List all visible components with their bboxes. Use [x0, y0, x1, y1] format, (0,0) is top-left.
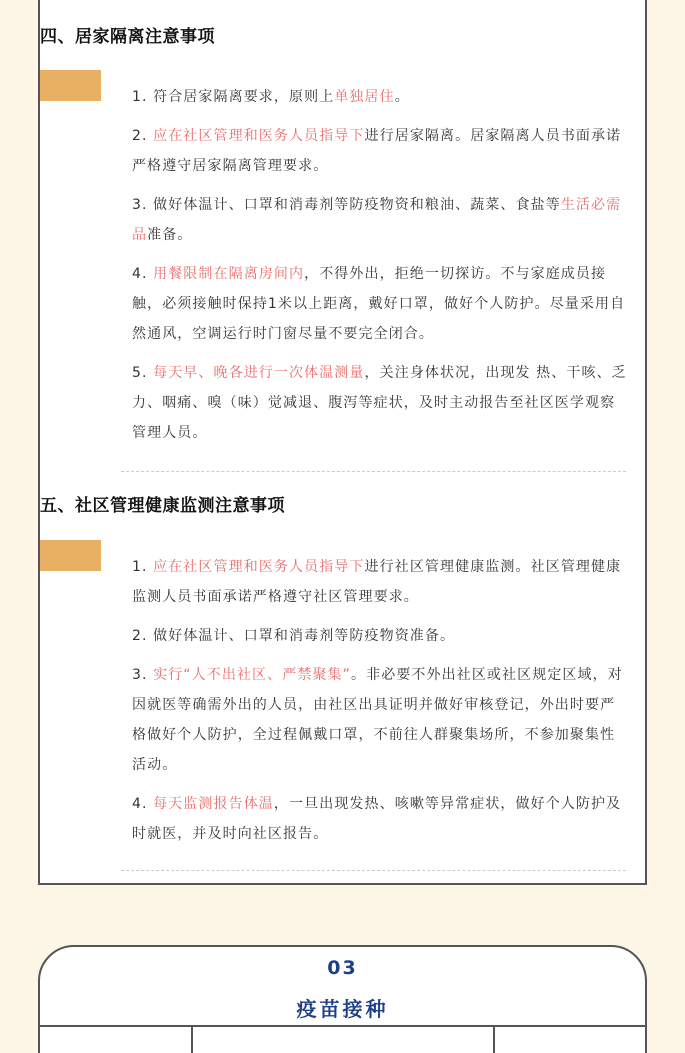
header-post-left — [191, 1027, 193, 1053]
item-text: 5. — [132, 365, 154, 381]
section-heading: 疫苗接种 — [296, 997, 389, 1021]
section5-item-4 — [132, 789, 628, 849]
section4-item-5 — [132, 358, 628, 448]
item-text: 准备。 — [147, 227, 193, 243]
section4-accent-bar — [40, 70, 101, 101]
item-text: ，不得外出，拒绝一切探访。不与家庭成员接触，必须接触时保持1米以上距离，戴好口罩，做好个人防护。尽量采用自然通风，空调运行时门窗尽量不要完全闭合。 — [132, 266, 626, 342]
item-text: 进行居家隔离。居家隔离人员书面承诺严格遵守居家隔离管理要求。 — [132, 128, 622, 174]
highlighted-text: 应在社区管理和医务人员指导下 — [153, 128, 365, 144]
section-number: 03 — [327, 957, 358, 979]
item-text: 进行社区管理健康监测。社区管理健康监测人员书面承诺严格遵守社区管理要求。 — [132, 559, 622, 605]
highlighted-text: 单独居住 — [334, 89, 395, 105]
highlighted-text: 每天监测报告体温 — [153, 796, 274, 812]
content-card — [38, 0, 647, 885]
section5-title: 五、社区管理健康监测注意事项 — [40, 496, 285, 516]
next-section-header — [38, 945, 647, 1053]
highlighted-text: 用餐限制在隔离房间内 — [153, 266, 305, 282]
section5-accent-bar — [40, 540, 101, 571]
item-text: ，关注身体状况，出现发 热、干咳、乏力、咽痛、嗅（味）觉减退、腹泻等症状，及时主动报告至社区医学观察管理人员。 — [132, 365, 627, 441]
section5-divider — [121, 870, 626, 871]
section5-list — [132, 552, 628, 858]
highlighted-text: 实行“人不出社区、严禁聚集” — [153, 667, 352, 683]
section4-divider — [121, 471, 626, 472]
header-divider — [40, 1025, 645, 1027]
highlighted-text: 应在社区管理和医务人员指导下 — [153, 559, 365, 575]
item-text: 3. — [132, 667, 154, 683]
item-text: ，一旦出现发热、咳嗽等异常症状，做好个人防护及时就医，并及时向社区报告。 — [132, 796, 622, 842]
highlighted-text: 每天早、晚各进行一次体温测量 — [153, 365, 365, 381]
item-text: 4. — [132, 796, 154, 812]
item-text: 1. — [132, 559, 154, 575]
section4-title: 四、居家隔离注意事项 — [40, 27, 215, 47]
item-text: 3. 做好体温计、口罩和消毒剂等防疫物资和粮油、蔬菜、食盐等 — [132, 197, 561, 213]
item-text: 1. 符合居家隔离要求，原则上 — [132, 89, 335, 105]
section4-list — [132, 82, 628, 457]
section5-item-3 — [132, 660, 628, 780]
header-post-right — [493, 1027, 495, 1053]
section5-item-2 — [132, 621, 628, 651]
section5-item-1 — [132, 552, 628, 612]
item-text: 。非必要不外出社区或社区规定区域，对因就医等确需外出的人员，由社区出具证明并做好审核登记，外出时要严格做好个人防护，全过程佩戴口罩，不前往人群聚集场所，不参加聚集性活动。 — [132, 667, 623, 773]
section4-item-1 — [132, 82, 628, 112]
item-text: 4. — [132, 266, 154, 282]
item-text: 2. — [132, 128, 154, 144]
section4-item-4 — [132, 259, 628, 349]
item-text: 。 — [394, 89, 410, 105]
section4-item-2 — [132, 121, 628, 181]
section4-item-3 — [132, 190, 628, 250]
item-text: 2. 做好体温计、口罩和消毒剂等防疫物资准备。 — [132, 628, 456, 644]
highlighted-text: 生活必需品 — [132, 197, 622, 243]
